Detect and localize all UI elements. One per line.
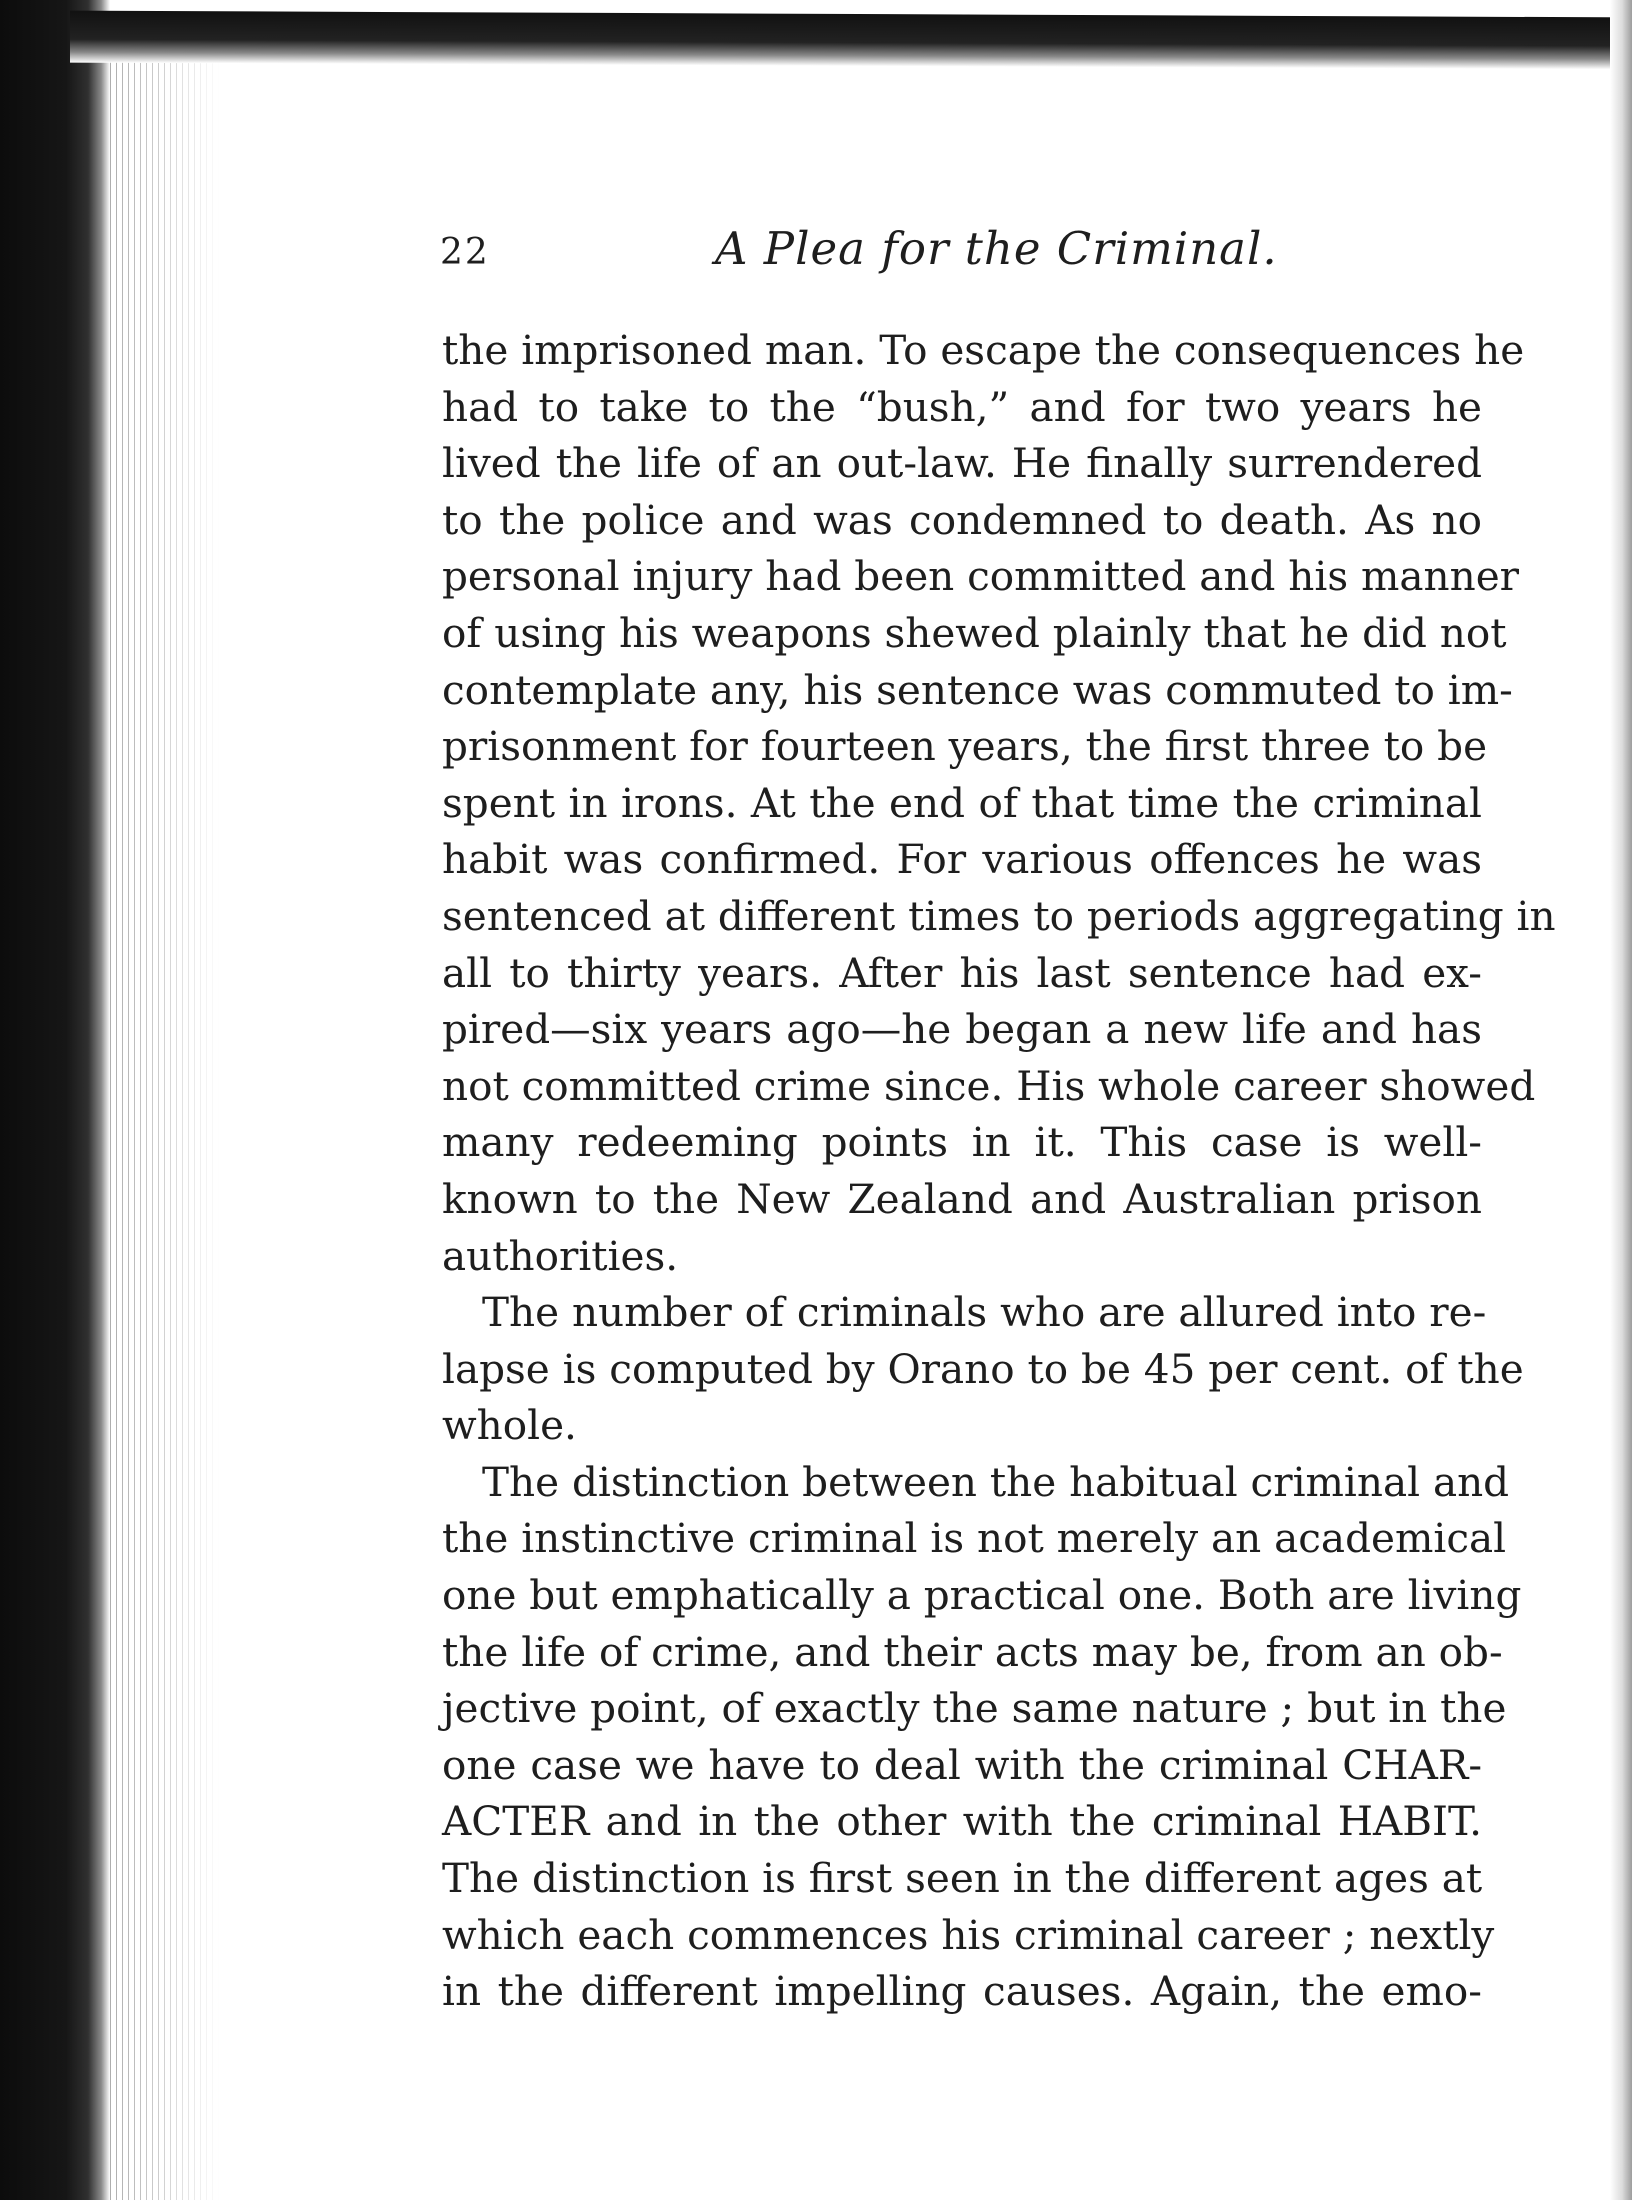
- text-line: the imprisoned man. To escape the consequences he: [442, 326, 1525, 374]
- text-line: The distinction between the habitual criminal and: [482, 1457, 1510, 1506]
- body-text: [442, 322, 1556, 2020]
- text-line: in the different impelling causes. Again, the emo-: [442, 1967, 1482, 2016]
- text-line: habit was confirmed. For various offences he was: [442, 835, 1482, 884]
- text-line: sentenced at different times to periods aggregating in: [442, 891, 1556, 940]
- text-line: not committed crime since. His whole career showed: [442, 1061, 1536, 1110]
- paragraph-2: [442, 1284, 1524, 1454]
- book-spine-shadow: [0, 0, 110, 2200]
- text-line: lapse is computed by Orano to be 45 per cent. of the: [442, 1344, 1524, 1393]
- text-line: whole.: [442, 1401, 577, 1450]
- text-line: personal injury had been committed and his manner: [442, 552, 1520, 601]
- page-number: 22: [440, 232, 490, 273]
- gutter-streaks: [110, 40, 220, 2200]
- paragraph-1: [442, 322, 1556, 1284]
- text-line: the life of crime, and their acts may be, from an ob-: [442, 1627, 1503, 1676]
- text-line: The number of criminals who are allured into re-: [482, 1288, 1487, 1337]
- text-line: authorities.: [442, 1231, 679, 1280]
- text-line: spent in irons. At the end of that time the criminal: [442, 778, 1482, 827]
- right-page-edge: [1610, 0, 1632, 2200]
- text-line: contemplate any, his sentence was commuted to im-: [442, 665, 1513, 714]
- text-line: one case we have to deal with the criminal CHAR-: [442, 1740, 1482, 1789]
- text-line: prisonment for fourteen years, the first three to be: [442, 722, 1488, 771]
- text-line: ACTER and in the other with the criminal HABIT.: [442, 1797, 1482, 1846]
- text-line: all to thirty years. After his last sentence had ex-: [442, 948, 1482, 997]
- text-line: known to the New Zealand and Australian prison: [442, 1174, 1482, 1223]
- text-line: had to take to the “bush,” and for two years he: [442, 382, 1482, 431]
- page-header: [440, 222, 1470, 292]
- running-title: A Plea for the Criminal.: [715, 222, 1278, 275]
- text-line: the instinctive criminal is not merely an academical: [442, 1514, 1507, 1563]
- paragraph-3: [442, 1454, 1522, 2020]
- text-line: pired—six years ago—he began a new life and has: [442, 1005, 1482, 1054]
- text-line: jective point, of exactly the same nature ; but in the: [442, 1684, 1507, 1733]
- text-line: to the police and was condemned to death. As no: [442, 495, 1482, 544]
- text-line: one but emphatically a practical one. Both are living: [442, 1571, 1522, 1620]
- text-line: many redeeming points in it. This case is well-: [442, 1118, 1482, 1167]
- text-line: of using his weapons shewed plainly that he did not: [442, 608, 1507, 657]
- top-page-edge: [70, 11, 1632, 70]
- text-line: which each commences his criminal career ; nextly: [442, 1910, 1495, 1959]
- text-line: lived the life of an out-law. He finally surrendered: [442, 439, 1482, 488]
- text-line: The distinction is first seen in the different ages at: [442, 1854, 1483, 1903]
